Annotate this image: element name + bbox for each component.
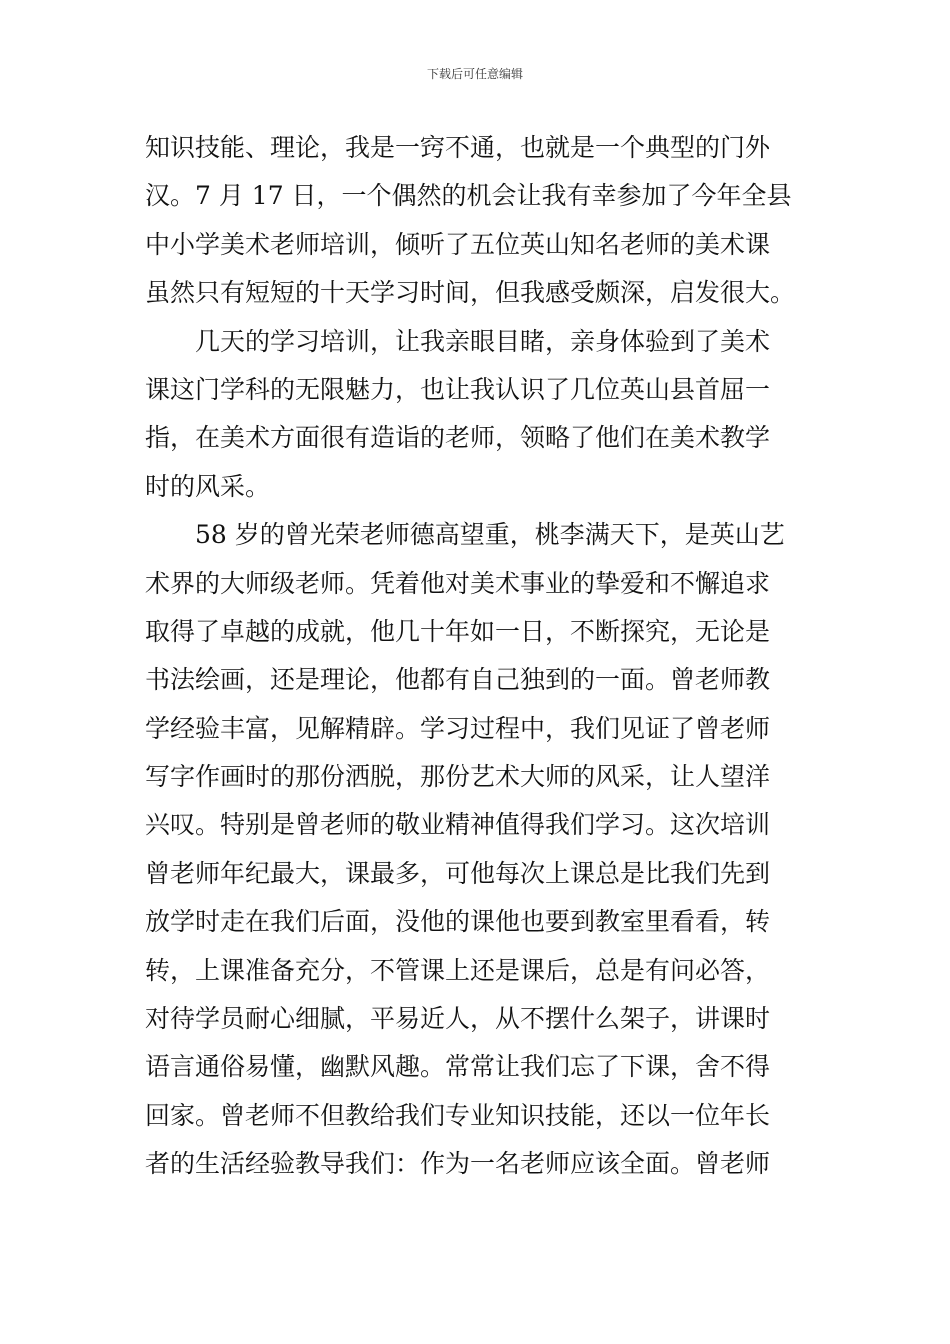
text-line: 回家。曾老师不但教给我们专业知识技能，还以一位年长 (145, 1100, 771, 1130)
text-line: 取得了卓越的成就，他几十年如一日，不断探究，无论是 (145, 616, 771, 646)
text-line: 汉。7 月 17 日，一个偶然的机会让我有幸参加了今年全县 (145, 181, 792, 211)
text-line: 中小学美术老师培训，倾听了五位英山知名老师的美术课 (145, 229, 771, 259)
paragraph-1 (145, 124, 810, 318)
page-header: 下载后可任意编辑 (426, 67, 523, 81)
text-line: 学经验丰富，见解精辟。学习过程中，我们见证了曾老师 (145, 713, 771, 743)
text-line: 虽然只有短短的十天学习时间，但我感受颇深，启发很大。 (145, 278, 796, 308)
text-line: 时的风采。 (145, 471, 271, 501)
text-line: 转，上课准备充分，不管课上还是课后，总是有问必答， (145, 955, 771, 985)
text-line: 兴叹。特别是曾老师的敬业精神值得我们学习。这次培训 (145, 810, 771, 840)
text-line: 课这门学科的无限魅力，也让我认识了几位英山县首屈一 (145, 374, 771, 404)
text-line: 对待学员耐心细腻，平易近人，从不摆什么架子，讲课时 (145, 1004, 771, 1034)
text-line: 术界的大师级老师。凭着他对美术事业的挚爱和不懈追求 (145, 568, 771, 598)
document-body (145, 124, 810, 1189)
text-line: 写字作画时的那份洒脱，那份艺术大师的风采，让人望洋 (145, 762, 771, 792)
text-line: 指，在美术方面很有造诣的老师，领略了他们在美术教学 (145, 423, 771, 453)
text-line: 者的生活经验教导我们：作为一名老师应该全面。曾老师 (145, 1149, 771, 1179)
paragraph-2 (145, 318, 810, 512)
text-line: 几天的学习培训，让我亲眼目睹，亲身体验到了美术 (195, 326, 771, 356)
text-line: 曾老师年纪最大，课最多，可他每次上课总是比我们先到 (145, 858, 771, 888)
text-line: 放学时走在我们后面，没他的课他也要到教室里看看，转 (145, 907, 771, 937)
text-line: 58 岁的曾光荣老师德高望重，桃李满天下，是英山艺 (195, 520, 785, 550)
paragraph-3 (145, 511, 810, 1188)
text-line: 知识技能、理论，我是一窍不通，也就是一个典型的门外 (145, 133, 771, 162)
text-line: 语言通俗易懂，幽默风趣。常常让我们忘了下课，舍不得 (145, 1052, 771, 1082)
text-line: 书法绘画，还是理论，他都有自己独到的一面。曾老师教 (145, 665, 771, 695)
